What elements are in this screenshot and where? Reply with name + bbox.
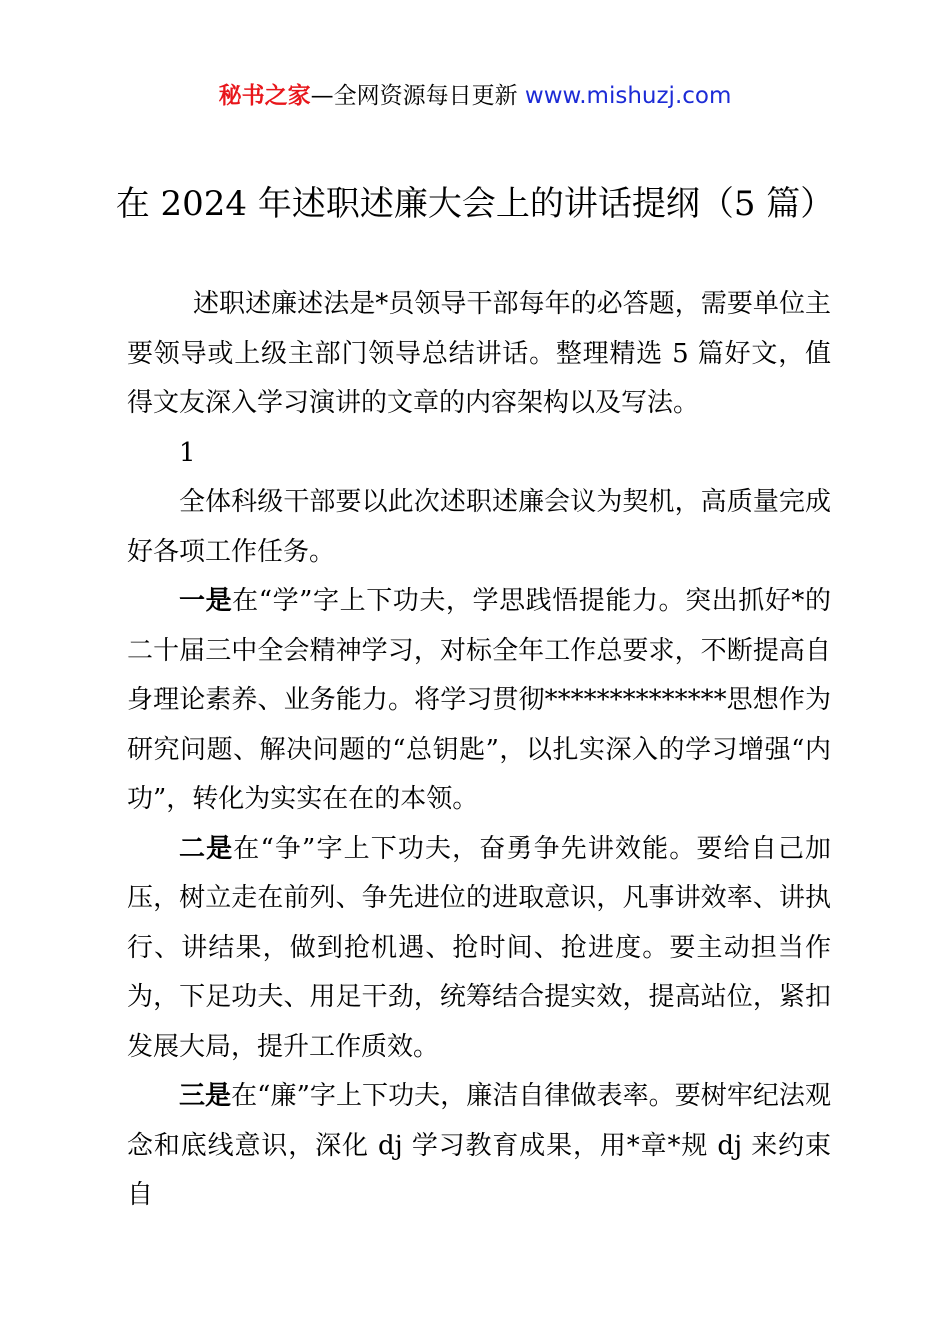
intro-paragraph: 述职述廉述法是*员领导干部每年的必答题，需要单位主要领导或上级主部门领导总结讲话。整理精选 5 篇好文，值得文友深入学习演讲的文章的内容架构以及写法。 [127,289,831,418]
point-text-3: 在“廉”字上下功夫，廉洁自律做表率。要树牢纪法观念和底线意识，深化 dj 学习教育成果，用*章*规 dj 来约束自 [127,1081,831,1210]
point-paragraph-2 [127,825,831,1073]
site-url-link[interactable]: www.mishuzj.com [524,83,732,109]
point-paragraph-1 [127,577,831,825]
section-number: 1 [179,437,196,468]
point-lead-2: 二是 [179,833,234,864]
document-body [127,280,831,1221]
document-title: 在 2024 年述职述廉大会上的讲话提纲（5 篇） [115,184,835,224]
point-paragraph-3 [127,1072,831,1221]
point-text-1: 在“学”字上下功夫，学思践悟提能力。突出抓好*的二十届三中全会精神学习，对标全年工作总要求，不断提高自身理论素养、业务能力。将学习贯彻**************思想作为研究问题、解决问题的“总钥匙”，以扎实深入的学习增强“内功”，转化为实实在在的本领。 [127,586,831,814]
point-lead-3: 三是 [179,1081,232,1111]
site-brand[interactable]: 秘书之家 [218,83,311,109]
site-header [0,80,950,112]
site-tagline: —全网资源每日更新 [310,83,525,109]
body-paragraph: 全体科级干部要以此次述职述廉会议为契机，高质量完成好各项工作任务。 [127,487,831,567]
point-lead-1: 一是 [179,586,233,616]
point-text-2: 在“争”字上下功夫，奋勇争先讲效能。要给自己加压，树立走在前列、争先进位的进取意识，凡事讲效率、讲执行、讲结果，做到抢机遇、抢时间、抢进度。要主动担当作为，下足功夫、用足干劲，统筹结合提实效，提高站位，紧扣发展大局，提升工作质效。 [127,833,831,1062]
